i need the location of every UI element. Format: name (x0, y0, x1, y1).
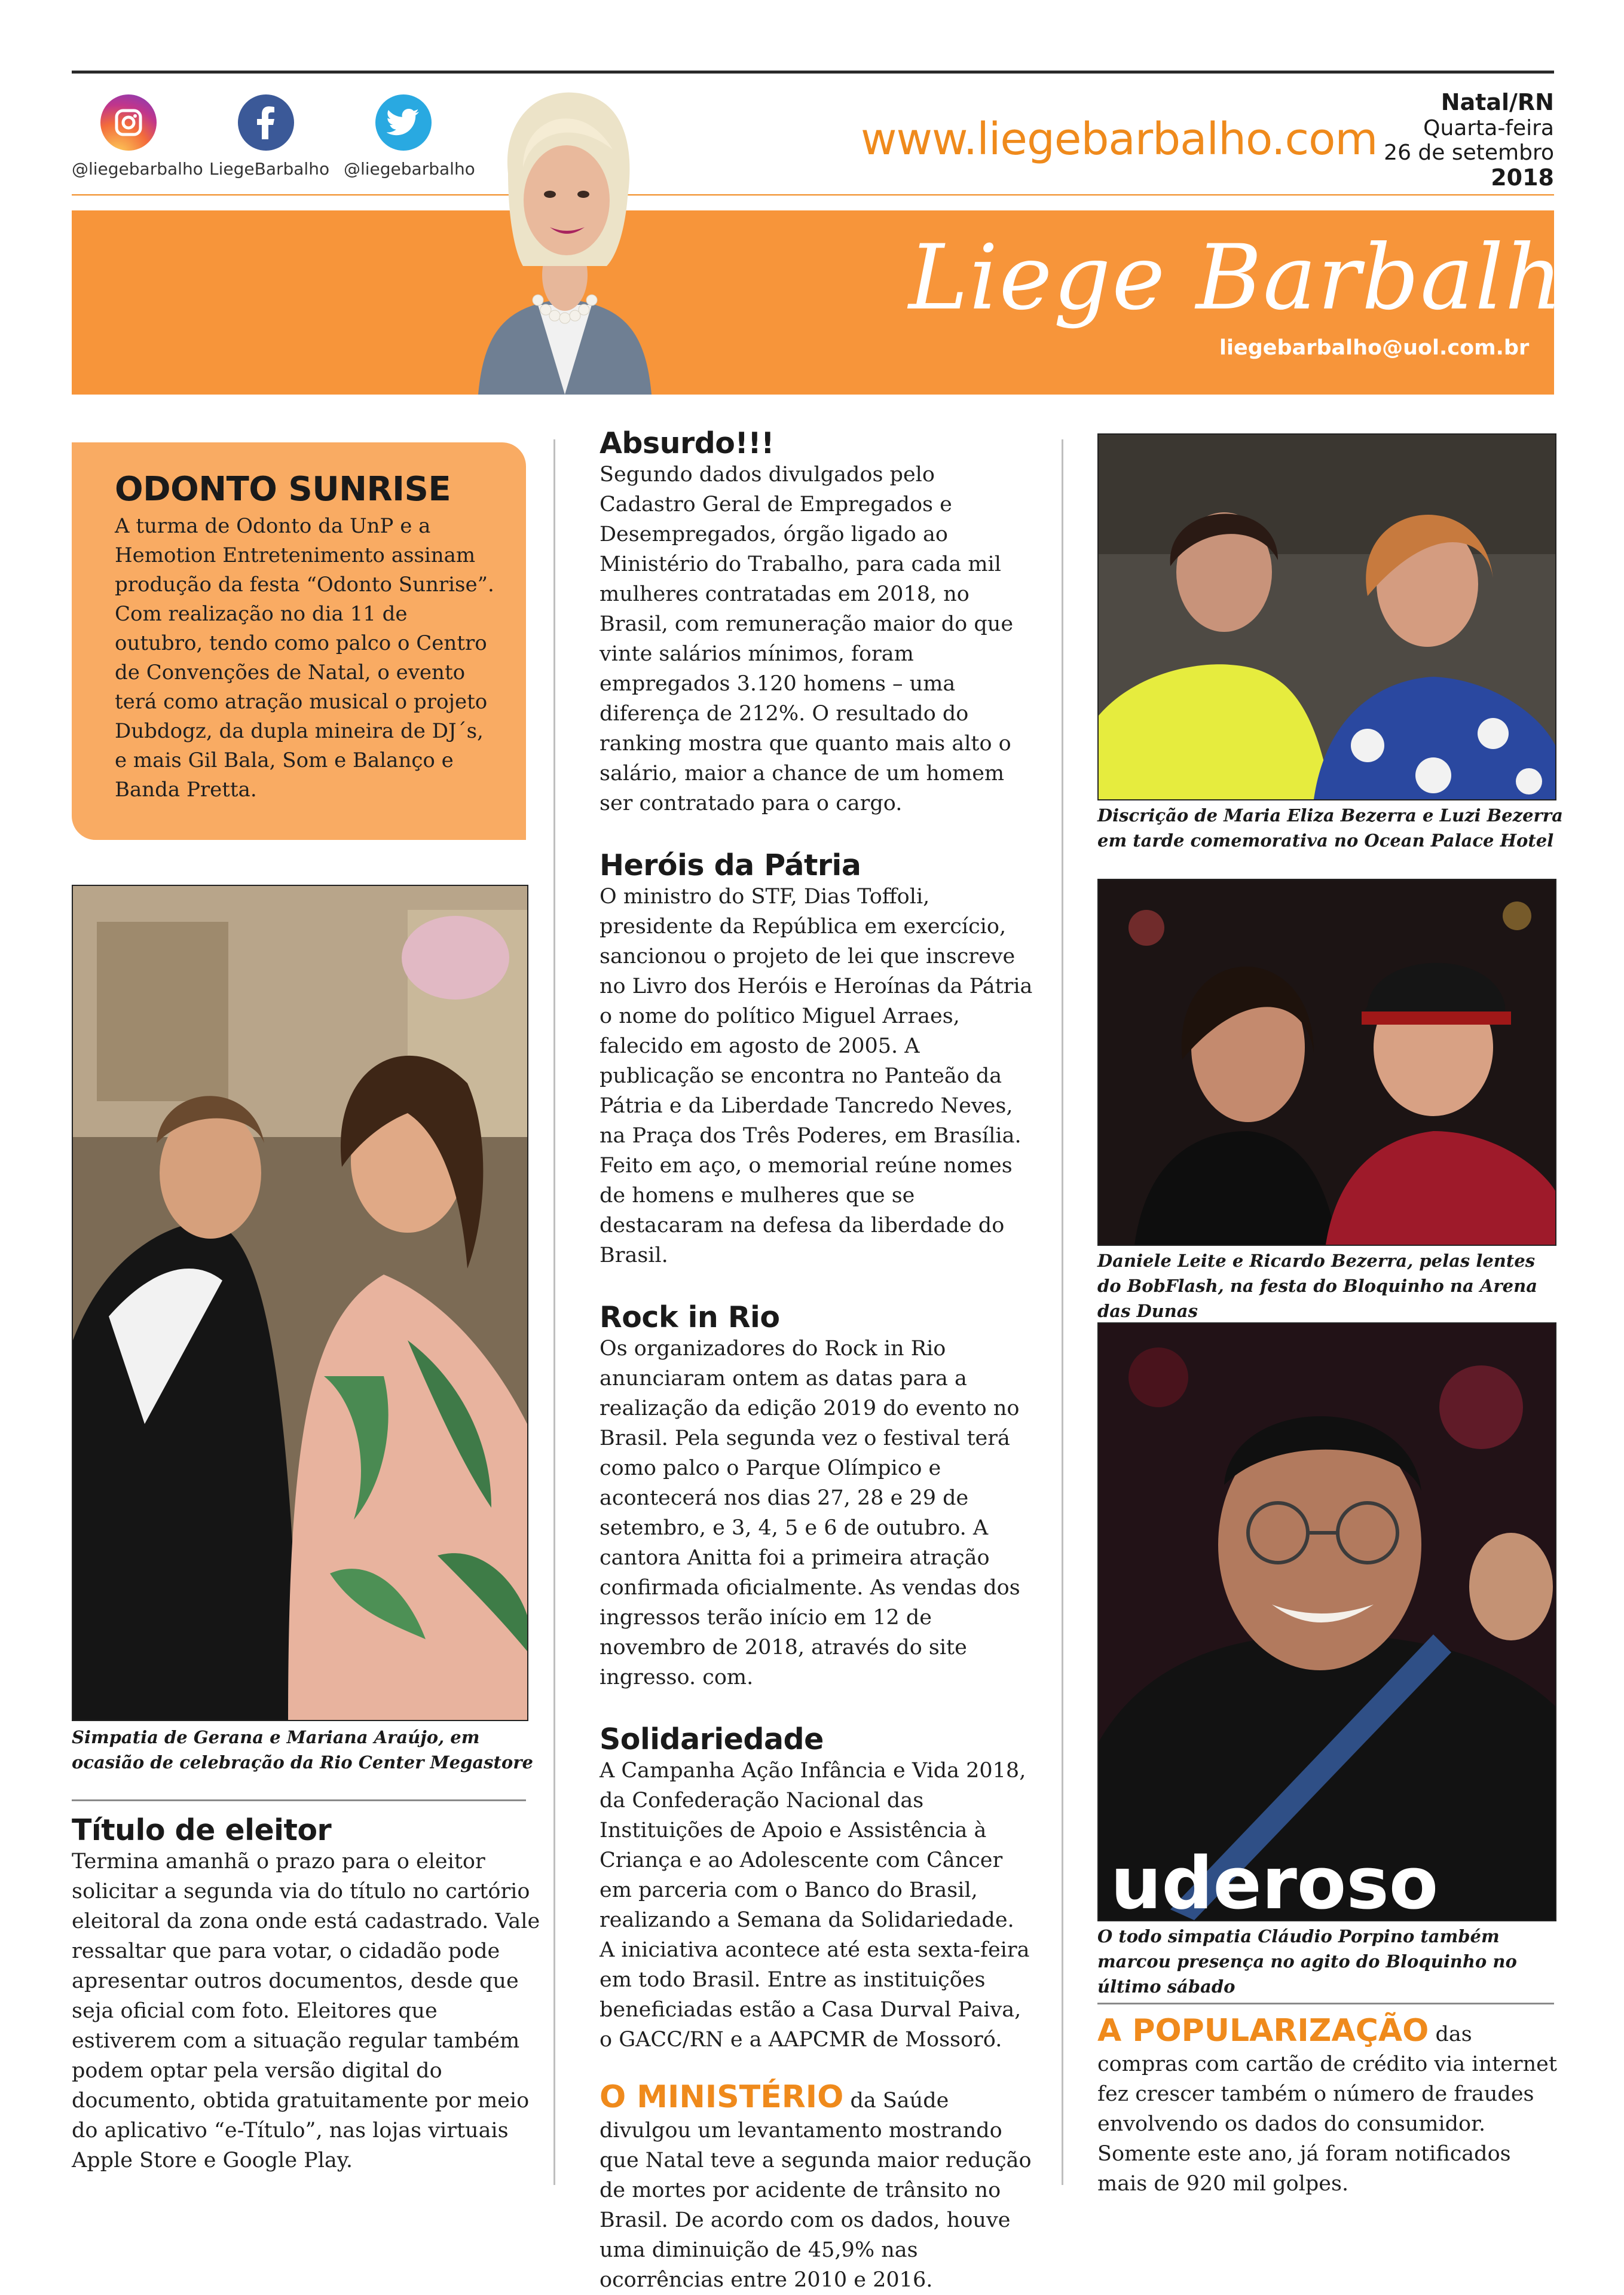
note-text: da Saúde divulgou um levantamento mostrando que Natal teve a segunda maior redução de mortes por acidente de trânsito no Brasil. De acordo com os dados, houve uma diminuição de 45,9% nas ocorrências entre 2010 e 2016. (600, 2088, 1032, 2292)
section-title: Heróis da Pátria (600, 848, 861, 882)
photo-caption: Daniele Leite e Ricardo Bezerra, pelas lentes do BobFlash, na festa do Bloquinho na Arena das Dunas (1097, 1251, 1538, 1321)
section-titulo-eleitor (72, 1814, 544, 2175)
shirt-text: uderoso (1111, 1842, 1439, 1920)
weekday: Quarta-feira (1423, 115, 1554, 140)
column-2 (600, 427, 1036, 2295)
instagram-icon (100, 94, 157, 151)
section-title: Solidariedade (600, 1722, 824, 1756)
website-link[interactable]: www.liegebarbalho.com (861, 114, 1378, 165)
ministerio-note (600, 2079, 1036, 2295)
twitter-icon (375, 94, 432, 151)
brand-title: Liege Barbalho (909, 226, 1619, 330)
photo-caption: O todo simpatia Cláudio Porpino também marcou presença no agito do Bloquinho no último sábado (1097, 1926, 1517, 1997)
date-block (1369, 90, 1554, 191)
social-handle: @liegebarbalho (72, 159, 203, 179)
photo-daniele-ricardo (1097, 879, 1556, 1246)
date: 26 de setembro (1384, 140, 1554, 166)
social-handle: @liegebarbalho (344, 159, 475, 179)
column-divider (1062, 439, 1063, 2185)
section-title: Absurdo!!! (600, 426, 774, 460)
odonto-box (72, 442, 526, 840)
lead-word: O MINISTÉRIO (600, 2079, 844, 2115)
photo-maria-luzi (1097, 433, 1556, 800)
header-orange-rule (72, 194, 1554, 195)
photo-claudio-porpino (1097, 1322, 1556, 1921)
social-handle: LiegeBarbalho (209, 159, 330, 179)
section-text: A Campanha Ação Infância e Vida 2018, da Confederação Nacional das Instituições de Apoio e Assistência à Criança e ao Adolescente com Câncer em parceria com o Banco do Brasil, realizando a Semana da Solidariedade. A iniciativa acontece até esta sexta-feira em todo Brasil. Entre as instituições beneficiadas estão a Casa Durval Paiva, o GACC/RN e a AAPCMR de Mossoró. (600, 1758, 1030, 2052)
social-facebook[interactable] (209, 94, 330, 179)
box-title: ODONTO SUNRISE (115, 470, 451, 509)
popularizacao-note (1097, 2013, 1558, 2199)
column-divider (553, 439, 555, 2185)
city: Natal/RN (1441, 89, 1554, 115)
photo-caption: Simpatia de Gerana e Mariana Araújo, em ocasião de celebração da Rio Center Megastore (72, 1727, 533, 1773)
section-title: Título de eleitor (72, 1813, 332, 1847)
section-rule (72, 1799, 526, 1801)
social-instagram[interactable] (72, 94, 203, 179)
section-text: Termina amanhã o prazo para o eleitor solicitar a segunda via do título no cartório eleitoral da zona onde está cadastrado. Vale ressaltar que para votar, o cidadão pode apresentar outros documentos, desde que seja oficial com foto. Eleitores que estiverem com a situação regular também podem optar pela versão digital do documento, obtida gratuitamente por meio do aplicativo “e-Título”, nas lojas virtuais Apple Store e Google Play. (72, 1849, 540, 2172)
top-rule (72, 71, 1554, 74)
section-text: Os organizadores do Rock in Rio anunciaram ontem as datas para a realização da edição 2019 do evento no Brasil. Pela segunda vez o festival terá como palco o Parque Olímpico e acontecerá nos dias 27, 28 e 29 de setembro, e 3, 4, 5 e 6 de outubro. A cantora Anitta foi a primeira atração confirmada oficialmente. As vendas dos ingressos terão início em 12 de novembro de 2018, através do site ingresso. com. (600, 1336, 1020, 1689)
section-text: Segundo dados divulgados pelo Cadastro Geral de Empregados e Desempregados, órgão ligado ao Ministério do Trabalho, para cada mil mulheres contratadas em 2018, no Brasil, com remuneração maior do que vinte salários mínimos, foram empregados 3.120 homens – uma diferença de 212%. O resultado do ranking mostra que quanto mais alto o salário, maior a chance de um homem ser contratado para o cargo. (600, 462, 1014, 815)
year: 2018 (1491, 164, 1554, 191)
lead-word: A POPULARIZAÇÃO (1097, 2013, 1429, 2049)
box-text: A turma de Odonto da UnP e a Hemotion Entretenimento assinam produção da festa “Odonto Sunrise”. Com realização no dia 11 de outubro, tendo como palco o Centro de Convenções de Natal, o evento terá como atração musical o projeto Dubdogz, da dupla mineira de DJ´s, e mais Gil Bala, Som e Balanço e Banda Pretta. (115, 514, 494, 802)
photo-gerana-mariana (72, 885, 528, 1721)
facebook-icon (238, 94, 294, 151)
email-link[interactable]: liegebarbalho@uol.com.br (1219, 336, 1530, 360)
section-title: Rock in Rio (600, 1300, 780, 1334)
photo-caption: Discrição de Maria Eliza Bezerra e Luzi Bezerra em tarde comemorativa no Ocean Palace Hotel (1097, 805, 1563, 851)
note-text: das compras com cartão de crédito via internet fez crescer também o número de fraudes envolvendo os dados do consumidor. Somente este ano, já foram notificados mais de 920 mil golpes. (1097, 2022, 1557, 2196)
columnist-portrait (466, 78, 663, 395)
section-rule (1097, 2003, 1554, 2004)
social-twitter[interactable] (344, 94, 475, 179)
section-text: O ministro do STF, Dias Toffoli, presidente da República em exercício, sancionou o projeto de lei que inscreve no Livro dos Heróis e Heroínas da Pátria o nome do político Miguel Arraes, falecido em agosto de 2005. A publicação se encontra no Panteão da Pátria e da Liberdade Tancredo Neves, na Praça dos Três Poderes, em Brasília. Feito em aço, o memorial reúne nomes de homens e mulheres que se destacaram na defesa da liberdade do Brasil. (600, 884, 1033, 1267)
